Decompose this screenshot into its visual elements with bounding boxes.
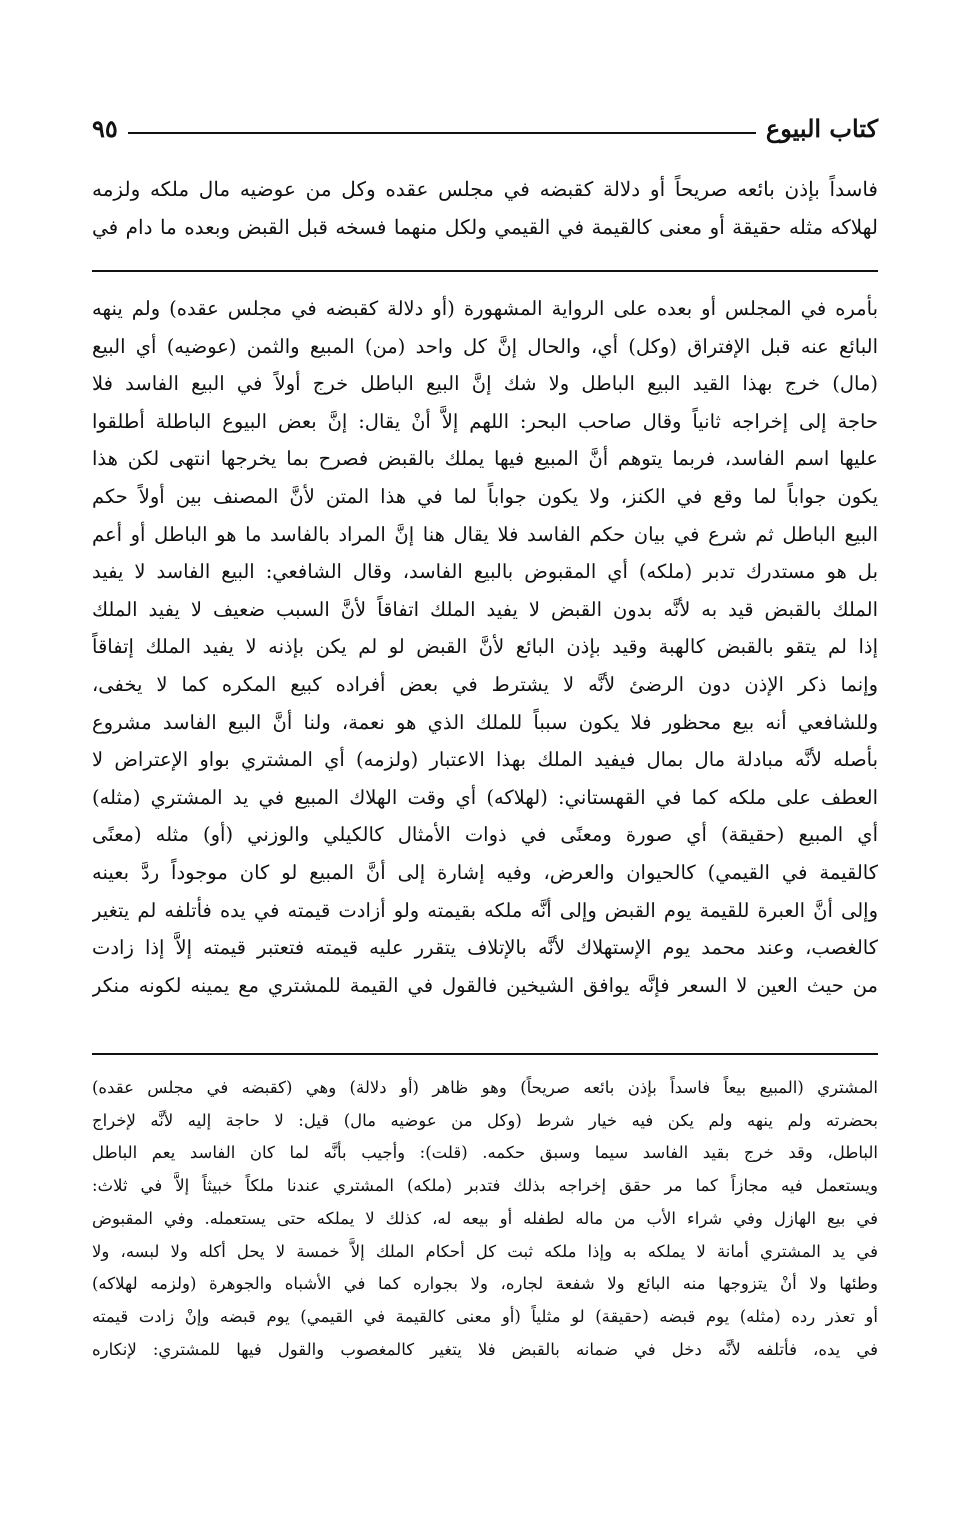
chapter-title: كتاب البيوع <box>765 113 878 143</box>
footnote-line: وطئها ولا أنْ يتزوجها منه البائع ولا شفعة لجاره، ولا بجواره كما في الأشباه والجوهرة (ولزمه لهلاكه) <box>92 1274 878 1294</box>
commentary-line: كالقيمة في القيمي) كالحيوان والعرض، وفيه إشارة إلى أنَّ المبيع لو كان موجوداً ردَّ بعينه <box>92 860 878 884</box>
commentary-line: العطف على ملكه كما في القهستاني: (لهلاكه) أي وقت الهلاك المبيع في يد المشتري (مثله) <box>92 785 878 809</box>
separator-rule <box>92 270 878 272</box>
commentary-line: حاجة إلى إخراجه ثانياً وقال صاحب البحر: اللهم إلاَّ أنْ يقال: إنَّ بعض البيوع الباطلة أطلقوا <box>92 409 878 433</box>
commentary-line: من حيث العين لا السعر فإنَّه يوافق الشيخين فالقول في القيمة للمشتري مع يمينه لكونه منكر <box>92 973 878 997</box>
commentary-line: وإلى أنَّ العبرة للقيمة يوم القبض وإلى أنَّه ملكه بقيمته ولو أزادت قيمته في يده فأتلفه لم يتغير <box>92 898 878 922</box>
running-header <box>92 108 878 148</box>
main-line: لهلاكه مثله حقيقة أو معنى كالقيمة في القيمي ولكل منهما فسخه قبل القبض وبعده ما دام في <box>92 215 878 239</box>
footnote-line: في بيع الهازل وفي شراء الأب من ماله لطفله أو بيعه له، كذلك لا يملكه حتى يستعمله. وفي المقبوض <box>92 1208 878 1228</box>
commentary-line: بأمره في المجلس أو بعده على الرواية المشهورة (أو دلالة كقبضه في مجلس عقده) ولم ينهه <box>92 297 878 320</box>
main-line: فاسداً بإذن بائعه صريحاً أو دلالة كقبضه في مجلس عقده وكل من عوضيه مال ملكه ولزمه <box>92 177 878 201</box>
commentary-line: عليها اسم الفاسد، فربما يتوهم أنَّ المبيع فيها يملك بالقبض فصرح بما يخرجها انتهى لكن هذا <box>92 447 878 471</box>
footnote-line: الباطل، وقد خرج بقيد الفاسد سيما وسبق حكمه. (قلت): وأجيب بأنَّه لما كان الفاسد يعم الباطل <box>92 1143 878 1163</box>
footnote-line: أو تعذر رده (مثله) يوم قبضه (حقيقة) لو مثلياً (أو معنى كالقيمة في القيمي) يوم قبضه وإنْ زادت قيمته <box>92 1306 878 1326</box>
commentary-line: بأصله لأنَّه مبادلة مال بمال فيفيد الملك بهذا الاعتبار (ولزمه) أي المشتري بواو الإعتراض لا <box>92 748 878 772</box>
commentary-line: وللشافعي أنه بيع محظور فلا يكون سبباً للملك الذي هو نعمة، ولنا أنَّ البيع الفاسد مشروع <box>92 710 878 734</box>
footnote-line: بحضرته ولم ينهه ولم يكن فيه خيار شرط (وكل من عوضيه مال) قيل: لا حاجة إليه لأنَّه لإخراج <box>92 1110 878 1130</box>
commentary-line: بل هو مستدرك تدبر (ملكه) أي المقبوض بالبيع الفاسد، وقال الشافعي: البيع الفاسد لا يفيد <box>92 560 878 584</box>
footnote-line: في يده، فأتلفه لأنَّه دخل في ضمانه بالقبض فلا يتغير كالمغصوب والقول فيها للمشتري: لإنكاره <box>92 1339 878 1359</box>
page-number: ٩٥ <box>92 113 118 143</box>
main-text <box>92 170 878 246</box>
footnote-text <box>92 1072 878 1366</box>
separator-rule <box>92 1053 878 1055</box>
commentary-line: (مال) خرج بهذا القيد البيع الباطل ولا شك إنَّ البيع الباطل خرج أولاً في البيع الفاسد فلا <box>92 372 878 396</box>
commentary-line: البائع عنه قبل الإفتراق (وكل) أي، والحال إنَّ كل واحد (من) المبيع والثمن (عوضيه) أي البيع <box>92 334 878 358</box>
commentary-line: الملك بالقبض قيد به لأنَّه بدون القبض لا يفيد الملك اتفاقاً لأنَّ السبب ضعيف لا يفيد الملك <box>92 597 878 621</box>
commentary-line: إذا لم يتقو بالقبض كالهبة وقيد بإذن البائع لأنَّ القبض لو لم يكن بإذنه لا يفيد الملك إتفاقاً <box>92 635 878 659</box>
commentary-line: يكون جواباً لما وقع في الكنز، ولا يكون جواباً لما في هذا المتن لأنَّ المصنف بين أولاً حكم <box>92 484 878 508</box>
commentary-line: أي المبيع (حقيقة) أي صورة ومعنًى في ذوات الأمثال كالكيلي والوزني (أو) مثله (معنًى <box>92 823 878 847</box>
footnote-line: ويستعمل فيه مجازاً كما مر حقق إخراجه بذلك فتدبر (ملكه) المشتري عندنا ملكاً خبيثاً إلاَّ في ثلاث: <box>92 1176 878 1196</box>
footnote-line: المشتري (المبيع بيعاً فاسداً بإذن بائعه صريحاً) وهو ظاهر (أو دلالة) وهي (كقبضه في مجلس عقده) <box>92 1078 878 1097</box>
commentary-line: كالغصب، وعند محمد يوم الإستهلاك لأنَّه بالإتلاف يتقرر عليه قيمته فتعتبر قيمته إلاَّ إذا زادت <box>92 936 878 960</box>
commentary-text <box>92 290 878 1004</box>
commentary-line: البيع الباطل ثم شرع في بيان حكم الفاسد فلا يقال هنا إنَّ المراد بالفاسد ما هو الباطل أو أعم <box>92 522 878 546</box>
commentary-line: وإنما ذكر الإذن دون الرضئ لأنَّه لا يشترط في بعض أفراده كبيع المكره كما لا يخفى، <box>92 672 878 696</box>
footnote-line: في يد المشتري أمانة لا يملكه به وإذا ملكه ثبت كل أحكام الملك إلاَّ خمسة لا يحل أكله ولا لبسه، ولا <box>92 1241 878 1261</box>
header-rule <box>128 132 756 134</box>
